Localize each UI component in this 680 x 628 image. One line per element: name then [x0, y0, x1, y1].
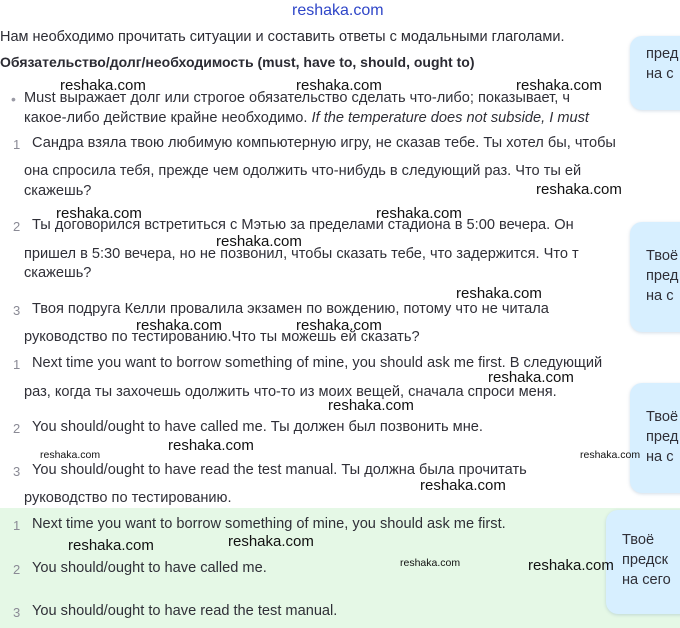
situation-2-line-2: пришел в 5:30 вечера, но не позвонил, чтобы сказать тебе, что задержится. Что т [24, 246, 579, 262]
situation-2-line-1: Ты договорился встретиться с Мэтью за пределами стадиона в 5:00 вечера. Он [32, 217, 574, 233]
side-bubble-1-line-1: пред [646, 46, 679, 62]
situation-3-number: 3 [13, 303, 21, 318]
side-bubble-4[interactable] [606, 510, 680, 614]
watermark: reshaka.com [296, 77, 382, 94]
final-answer-1: Next time you want to borrow something of mine, you should ask me first. [32, 516, 506, 532]
watermark: reshaka.com [536, 181, 622, 198]
watermark: reshaka.com [60, 77, 146, 94]
watermark: reshaka.com [528, 557, 614, 574]
rule-line-2 [24, 110, 589, 126]
site-title[interactable]: reshaka.com [292, 2, 384, 19]
final-answer-3: You should/ought to have read the test manual. [32, 603, 338, 619]
side-bubble-1-line-2: на с [646, 66, 674, 82]
watermark: reshaka.com [456, 285, 542, 302]
watermark: reshaka.com [296, 317, 382, 334]
side-bubble-3-line-3: на с [646, 449, 674, 465]
answer-2-number: 2 [13, 421, 21, 436]
final-answer-1-number: 1 [13, 518, 21, 533]
watermark: reshaka.com [136, 317, 222, 334]
situation-1-line-2: она спросила тебя, прежде чем одолжить что-нибудь в следующий раз. Что ты ей [24, 163, 582, 179]
side-bubble-3-line-2: пред [646, 429, 679, 445]
side-bubble-2-line-2: пред [646, 268, 679, 284]
side-bubble-2[interactable] [630, 222, 680, 332]
situation-1-number: 1 [13, 137, 21, 152]
watermark: reshaka.com [376, 205, 462, 222]
situation-1-line-3: скажешь? [24, 183, 92, 199]
rule-line-2-text: какое-либо действие крайне необходимо. [24, 110, 312, 126]
watermark: reshaka.com [216, 233, 302, 250]
final-answer-3-number: 3 [13, 605, 21, 620]
watermark: reshaka.com [68, 537, 154, 554]
answer-1-line-2: раз, когда ты захочешь одолжить что-то из моих вещей, сначала спроси меня. [24, 384, 557, 400]
watermark: reshaka.com [56, 205, 142, 222]
answer-1-number: 1 [13, 357, 21, 372]
side-bubble-1[interactable] [630, 36, 680, 110]
situation-2-line-3: скажешь? [24, 265, 92, 281]
situation-2-number: 2 [13, 219, 21, 234]
side-bubble-3-line-1: Твоё [646, 409, 679, 425]
answer-3-number: 3 [13, 464, 21, 479]
answer-3-line-1: You should/ought to have read the test manual. Ты должна была прочитать [32, 462, 527, 478]
section-heading: Обязательство/долг/необходимость (must, have to, should, ought to) [0, 54, 475, 70]
side-bubble-2-line-3: на с [646, 288, 674, 304]
bullet-marker: • [11, 91, 16, 107]
situation-3-line-1: Твоя подруга Келли провалила экзамен по вождению, потому что не читала [32, 301, 549, 317]
watermark: reshaka.com [488, 369, 574, 386]
answer-1-line-1: Next time you want to borrow something of mine, you should ask me first. В следующий [32, 355, 603, 371]
situation-3-line-2: руководство по тестированию.Что ты можешь ей сказать? [24, 329, 420, 345]
answer-3-line-2: руководство по тестированию. [24, 490, 232, 506]
watermark: reshaka.com [580, 449, 641, 461]
watermark: reshaka.com [168, 437, 254, 454]
final-answer-2: You should/ought to have called me. [32, 560, 267, 576]
watermark: reshaka.com [400, 557, 461, 569]
watermark: reshaka.com [328, 397, 414, 414]
watermark: reshaka.com [228, 533, 314, 550]
side-bubble-3[interactable] [630, 383, 680, 493]
rule-line-1: Must выражает долг или строгое обязательство сделать что-либо; показывает, ч [24, 90, 570, 106]
final-answer-2-number: 2 [13, 562, 21, 577]
side-bubble-4-line-3: на сего [622, 572, 671, 588]
answer-2-line-1: You should/ought to have called me. Ты должен был позвонить мне. [32, 419, 483, 435]
side-bubble-4-line-1: Твоё [622, 532, 655, 548]
side-bubble-4-line-2: предск [622, 552, 669, 568]
situation-1-line-1: Сандра взяла твою любимую компьютерную игру, не сказав тебе. Ты хотел бы, чтобы [32, 135, 616, 151]
rule-example: If the temperature does not subside, I must [311, 110, 589, 126]
watermark: reshaka.com [40, 449, 101, 461]
watermark: reshaka.com [420, 477, 506, 494]
watermark: reshaka.com [516, 77, 602, 94]
intro-text: Нам необходимо прочитать ситуации и составить ответы с модальными глаголами. [0, 29, 565, 45]
side-bubble-2-line-1: Твоё [646, 248, 679, 264]
